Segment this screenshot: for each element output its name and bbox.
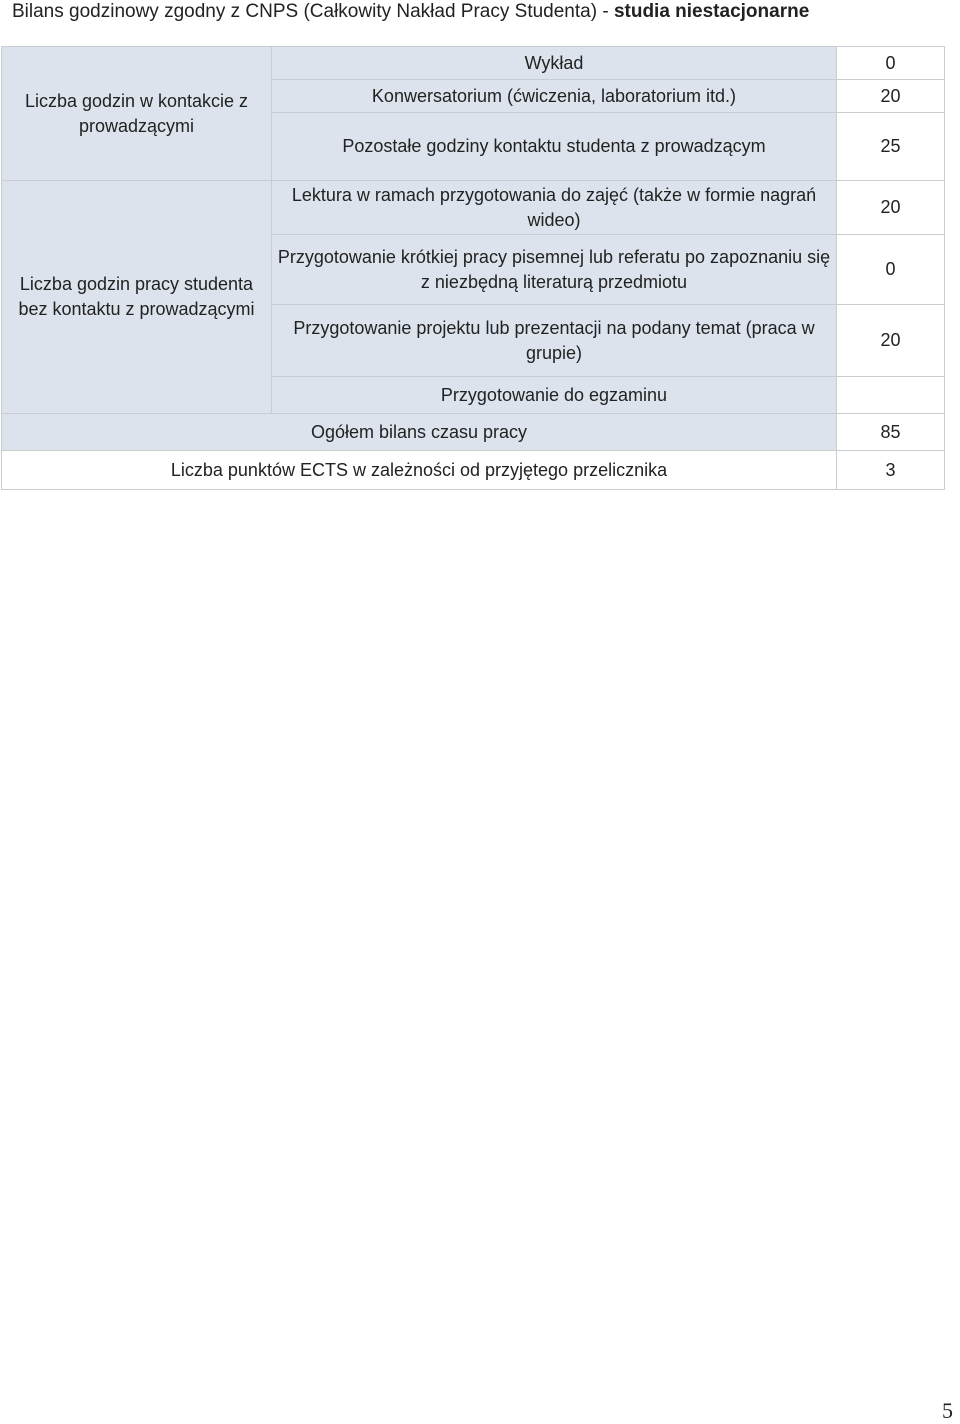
row-label: Przygotowanie do egzaminu bbox=[272, 377, 837, 414]
row-value: 20 bbox=[837, 80, 945, 113]
row-value: 20 bbox=[837, 181, 945, 235]
row-value bbox=[837, 377, 945, 414]
row-label: Konwersatorium (ćwiczenia, laboratorium itd.) bbox=[272, 80, 837, 113]
row-label: Przygotowanie krótkiej pracy pisemnej lub referatu po zapoznaniu się z niezbędną literaturą przedmiotu bbox=[272, 235, 837, 305]
self-study-group-label: Liczba godzin pracy studenta bez kontaktu z prowadzącymi bbox=[2, 181, 272, 414]
hours-balance-table bbox=[1, 46, 945, 490]
heading-emphasis: studia niestacjonarne bbox=[613, 1, 810, 22]
row-label: Pozostałe godziny kontaktu studenta z prowadzącym bbox=[272, 113, 837, 181]
total-value: 85 bbox=[837, 414, 945, 451]
row-value: 0 bbox=[837, 235, 945, 305]
page-number: 5 bbox=[942, 1398, 953, 1423]
ects-row bbox=[2, 451, 945, 490]
row-label: Wykład bbox=[272, 47, 837, 80]
row-label: Przygotowanie projektu lub prezentacji na podany temat (praca w grupie) bbox=[272, 305, 837, 377]
contact-group-label: Liczba godzin w kontakcie z prowadzącymi bbox=[2, 47, 272, 181]
total-row bbox=[2, 414, 945, 451]
table-row bbox=[2, 181, 945, 235]
row-value: 0 bbox=[837, 47, 945, 80]
table-row bbox=[2, 47, 945, 80]
page-heading bbox=[12, 0, 809, 26]
total-label: Ogółem bilans czasu pracy bbox=[2, 414, 837, 451]
row-value: 25 bbox=[837, 113, 945, 181]
ects-value: 3 bbox=[837, 451, 945, 490]
heading-text: Bilans godzinowy zgodny z CNPS (Całkowity Nakład Pracy Studenta) - bbox=[12, 1, 614, 22]
row-value: 20 bbox=[837, 305, 945, 377]
ects-label: Liczba punktów ECTS w zależności od przyjętego przelicznika bbox=[2, 451, 837, 490]
row-label: Lektura w ramach przygotowania do zajęć (także w formie nagrań wideo) bbox=[272, 181, 837, 235]
